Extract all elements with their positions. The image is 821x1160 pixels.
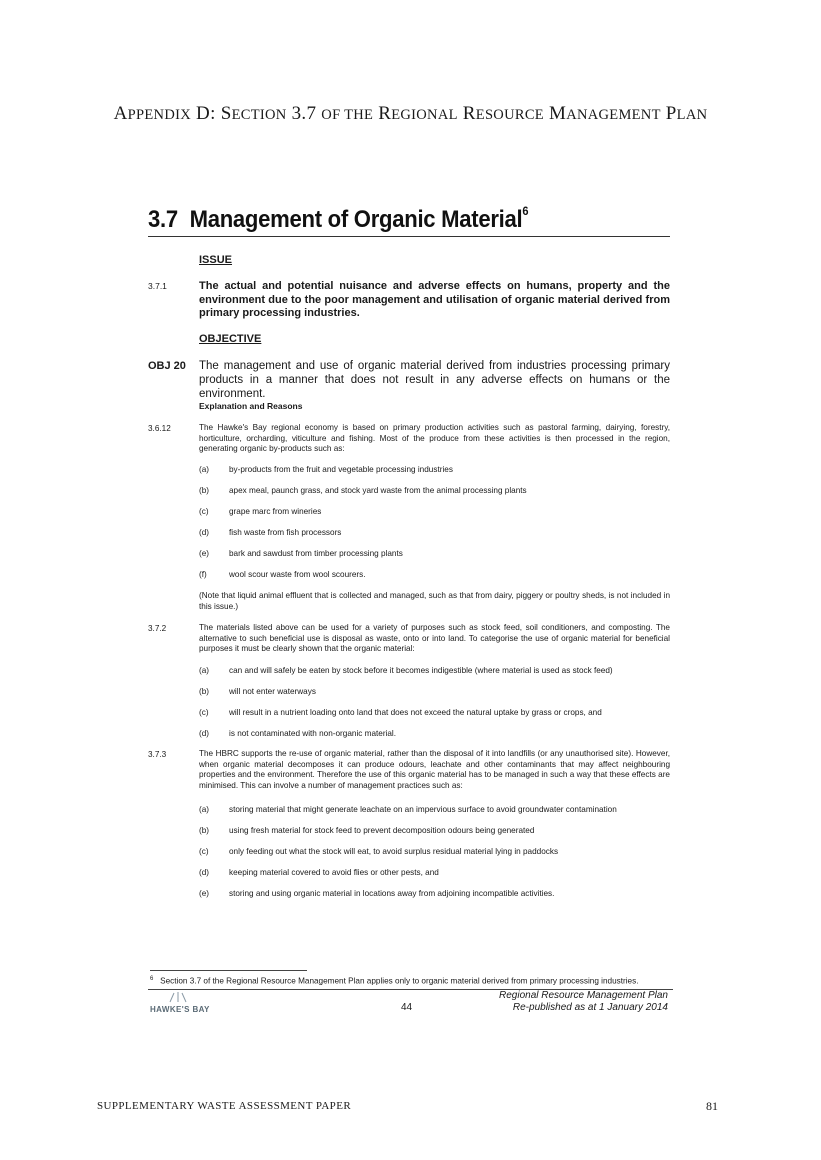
list-item-letter: (a) <box>199 465 210 474</box>
list-item: keeping material covered to avoid flies or other pests, and <box>229 868 439 877</box>
list-item-letter: (e) <box>199 889 210 898</box>
footnote <box>150 976 638 986</box>
list-item-letter: (c) <box>199 847 209 856</box>
section-footnote-ref: 6 <box>522 204 529 218</box>
page-number: 81 <box>706 1099 718 1113</box>
list-item: is not contaminated with non-organic material. <box>229 729 397 738</box>
list-item: using fresh material for stock feed to prevent decomposition odours being generated <box>229 826 535 835</box>
list-item: by-products from the fruit and vegetable processing industries <box>229 465 453 474</box>
list-item-letter: (f) <box>199 570 207 579</box>
para-372-text: The materials listed above can be used for a variety of purposes such as stock feed, soil conditioners, and composting. The alternative to such beneficial use is disposal as waste, onto or into land. To categorise the use of organic material for beneficial purposes it must be clearly shown that the organic material: <box>199 623 670 653</box>
list-item-letter: (c) <box>199 507 209 516</box>
para-3612-number: 3.6.12 <box>148 424 171 433</box>
section-heading <box>148 206 528 234</box>
footnote-text: Section 3.7 of the Regional Resource Management Plan applies only to organic material derived from primary processing industries. <box>160 976 639 986</box>
list-item-letter: (c) <box>199 708 209 717</box>
list-item: storing and using organic material in locations away from adjoining incompatible activities. <box>229 889 555 898</box>
para-3612-note: (Note that liquid animal effluent that is collected and managed, such as that from dairy, piggery or poultry sheds, is not included in this issue.) <box>199 591 670 611</box>
footnote-ref: 6 <box>150 976 154 982</box>
list-item: will not enter waterways <box>229 687 316 696</box>
page-footer-title: SUPPLEMENTARY WASTE ASSESSMENT PAPER <box>97 1100 352 1112</box>
list-item: apex meal, paunch grass, and stock yard waste from the animal processing plants <box>229 486 527 495</box>
footnote-rule <box>150 970 307 971</box>
list-item-letter: (d) <box>199 868 210 877</box>
list-item: fish waste from fish processors <box>229 528 342 537</box>
para-372-number: 3.7.2 <box>148 624 167 633</box>
para-3612-text: The Hawke's Bay regional economy is based on primary production activities such as pastoral farming, dairying, forestry, horticulture, orcharding, viticulture and fishing. Most of the produce from these activities is then processed in the region, generating organic by-products such as: <box>199 423 670 453</box>
issue-number: 3.7.1 <box>148 281 167 291</box>
list-item: bark and sawdust from timber processing plants <box>229 549 403 558</box>
logo-text: HAWKE'S BAY <box>150 1005 210 1014</box>
explanation-heading: Explanation and Reasons <box>199 401 303 411</box>
list-item-letter: (e) <box>199 549 210 558</box>
list-item-letter: (d) <box>199 528 210 537</box>
list-item: grape marc from wineries <box>229 507 322 516</box>
list-item: storing material that might generate leachate on an impervious surface to avoid groundwater contamination <box>229 805 617 814</box>
issue-heading: ISSUE <box>199 254 233 266</box>
section-number: 3.7 <box>148 206 178 233</box>
objective-number: OBJ 20 <box>148 360 186 372</box>
list-item-letter: (a) <box>199 805 210 814</box>
inner-page-number: 44 <box>401 1002 413 1013</box>
plan-title: Regional Resource Management Plan <box>499 990 668 1001</box>
list-item: only feeding out what the stock will eat, to avoid surplus residual material lying in paddocks <box>229 847 559 856</box>
objective-text: The management and use of organic material derived from industries processing primary products in a manner that does not result in any adverse effects on humans or the environment. <box>199 360 670 400</box>
section-title: Management of Organic Material <box>189 206 523 233</box>
list-item-letter: (d) <box>199 729 210 738</box>
list-item-letter: (b) <box>199 826 210 835</box>
list-item-letter: (b) <box>199 687 210 696</box>
issue-text: The actual and potential nuisance and adverse effects on humans, property and the environment due to the poor management and utilisation of organic material derived from primary processing industries. <box>199 280 670 319</box>
list-item: will result in a nutrient loading onto land that does not exceed the natural uptake by grass or crops, and <box>229 708 602 717</box>
list-item: wool scour waste from wool scourers. <box>229 570 366 579</box>
para-373-text: The HBRC supports the re-use of organic material, rather than the disposal of it into landfills (or any unauthorised site). However, when organic material decomposes it can produce odours, leachate and other contaminants that may affect neighbouring properties and the environment. Therefore the use of this organic material has to be managed in such a way that these effects are minimised. This can involve a number of management practices such as: <box>199 749 670 790</box>
list-item: can and will safely be eaten by stock before it becomes indigestible (where material is used as stock feed) <box>229 666 613 675</box>
appendix-title: APPENDIX D: SECTION 3.7 OF THE REGIONAL RESOURCE MANAGEMENT PLAN <box>113 103 708 124</box>
para-373-number: 3.7.3 <box>148 750 167 759</box>
republished-date: Re-published as at 1 January 2014 <box>512 1002 668 1013</box>
objective-heading: OBJECTIVE <box>199 333 262 345</box>
section-rule <box>148 236 670 237</box>
list-item-letter: (a) <box>199 666 210 675</box>
list-item-letter: (b) <box>199 486 210 495</box>
